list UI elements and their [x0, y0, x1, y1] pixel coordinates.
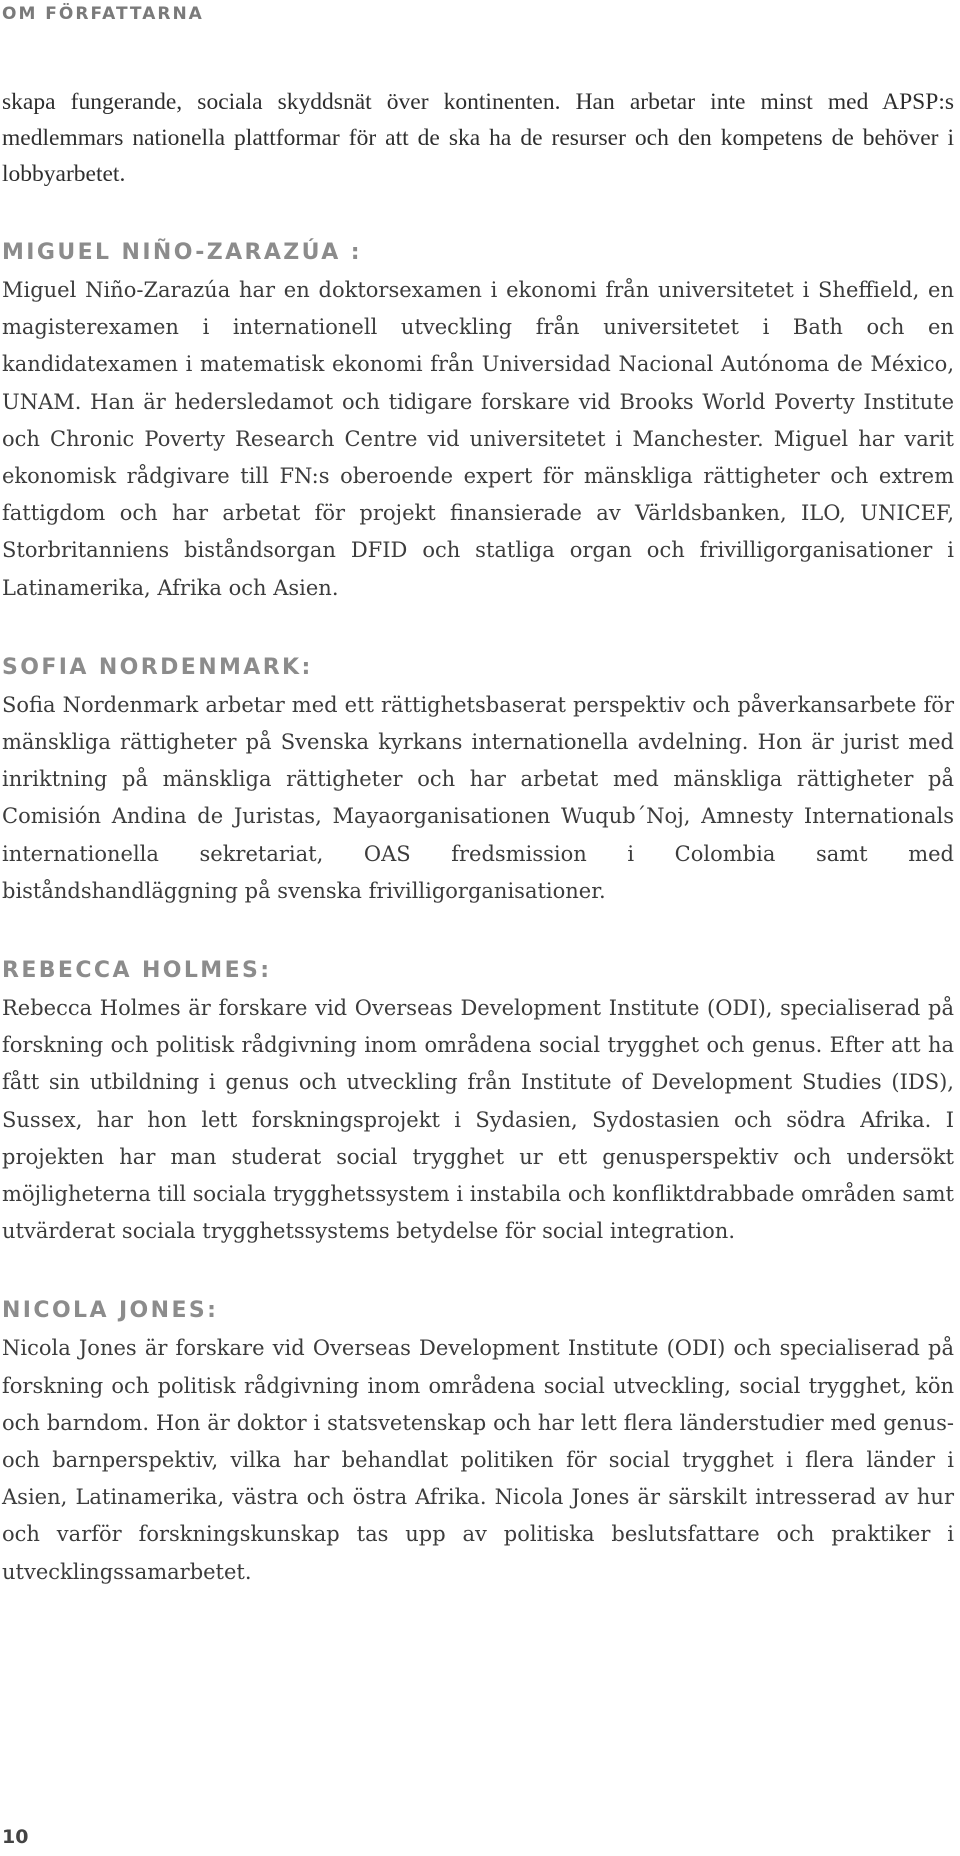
running-head: OM FÖRFATTARNA	[2, 4, 204, 24]
author-bio: Nicola Jones är forskare vid Overseas Development Institute (ODI) och specialiserad på forskning och politisk rådgivning inom områdena social utveckling, social trygghet, kön och barndom. Hon är doktor i statsvetenskap och har lett flera länderstudier med genus- och barnperspektiv, vilka har behandlat politiken för social trygghet i flera länder i Asien, Latinamerika, västra och östra Afrika. Nicola Jones är särskilt intresserad av hur och varför forskningskunskap tas upp av politiska beslutsfattare och praktiker i utvecklingssamarbetet.	[2, 1336, 954, 1584]
author-bio: Miguel Niño-Zarazúa har en doktorsexamen i ekonomi från universitetet i Sheffield, en magisterexamen i internationell utveckling från universitetet i Bath och en kandidatexamen i matematisk ekonomi från Universidad Nacional Autónoma de México, UNAM. Han är hedersledamot och tidigare forskare vid Brooks World Poverty Institute och Chronic Poverty Research Centre vid universitetet i Manchester. Miguel har varit ekonomisk rådgivare till FN:s oberoende expert för mänskliga rättigheter och extrem fattigdom och har arbetat för projekt finansierade av Världsbanken, ILO, UNICEF, Storbritanniens biståndsorgan DFID och statliga organ och frivilligorganisationer i Latinamerika, Afrika och Asien.	[2, 278, 954, 600]
author-section-miguel-nino-zarazua	[2, 238, 954, 607]
author-heading: MIGUEL NIÑO-ZARAZÚA :	[2, 240, 362, 265]
author-section-nicola-jones	[2, 1296, 954, 1590]
author-heading: REBECCA HOLMES:	[2, 958, 272, 984]
author-heading: SOFIA NORDENMARK:	[2, 654, 313, 680]
author-bio: Sofia Nordenmark arbetar med ett rättighetsbaserat perspektiv och påverkansarbete för mänskliga rättigheter på Svenska kyrkans internationella avdelning. Hon är jurist med inriktning på mänskliga rättigheter och har arbetat med mänskliga rättigheter på Comisión Andina de Juristas, Mayaorganisationen Wuqub´Noj, Amnesty Internationals internationella sekretariat, OAS fredsmission i Colombia samt med biståndshandläggning på svenska frivilligorganisationer.	[2, 692, 954, 903]
author-heading: NICOLA JONES:	[2, 1298, 219, 1324]
intro-paragraph: skapa fungerande, sociala skyddsnät över kontinenten. Han arbetar inte minst med APSP:s medlemmars nationella plattformar för att de ska ha de resurser och den kompetens de behöver i lobbyarbetet.	[2, 89, 954, 187]
page-content	[2, 84, 954, 1591]
author-bio: Rebecca Holmes är forskare vid Overseas Development Institute (ODI), specialiserad på forskning och politisk rådgivning inom områdena social trygghet och genus. Efter att ha fått sin utbildning i genus och utveckling från Institute of Development Studies (IDS), Sussex, har hon lett forskningsprojekt i Sydasien, Sydostasien och södra Afrika. I projekten har man studerat social trygghet ur ett genusperspektiv och undersökt möjligheterna till sociala trygghetssystem i instabila och konfliktdrabbade områden samt utvärderat sociala trygghetssystems betydelse för social integration.	[2, 996, 954, 1244]
intro-paragraph-block	[2, 84, 954, 192]
author-section-rebecca-holmes	[2, 956, 954, 1250]
page-number: 10	[2, 1826, 29, 1848]
author-section-sofia-nordenmark	[2, 653, 954, 910]
